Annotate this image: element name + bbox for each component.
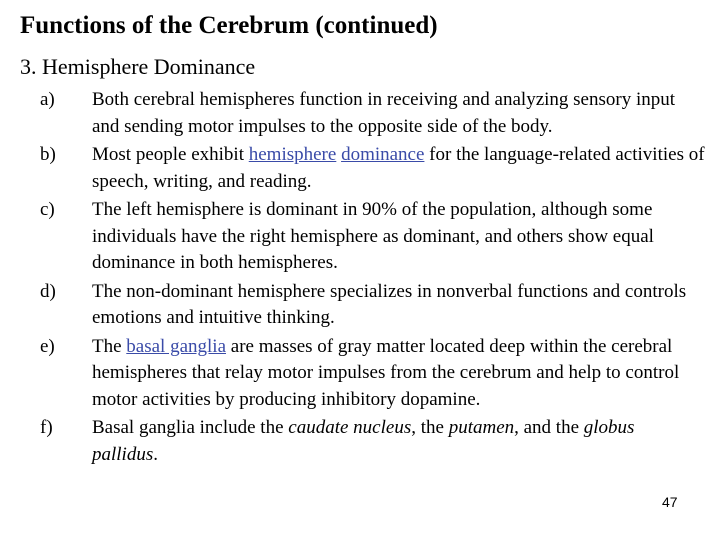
item-text: [92, 336, 679, 410]
text-segment: Both cerebral hemispheres function in receiving and analyzing sensory input and sending motor impulses to the opposite side of the body.: [92, 89, 676, 137]
item-list: [40, 87, 705, 470]
item-letter: e): [40, 335, 55, 357]
item-text: [92, 144, 705, 192]
item-text: [92, 281, 686, 329]
dominance-link[interactable]: dominance: [341, 144, 425, 165]
text-segment: Basal ganglia include the: [92, 417, 289, 438]
basal-ganglia-link[interactable]: basal ganglia: [126, 335, 227, 357]
text-segment: are masses of gray matter located deep within the cerebral hemispheres that relay motor impulses from the cerebrum and help to control motor activities by producing inhibitory dopamine.: [92, 335, 680, 410]
text-segment: The: [92, 335, 127, 357]
item-letter: b): [40, 144, 56, 165]
list-item: [40, 197, 705, 277]
item-letter: c): [40, 199, 55, 220]
item-text: [92, 199, 654, 273]
list-item: [40, 415, 705, 468]
list-item: [40, 87, 705, 140]
list-item: [40, 142, 705, 195]
list-item: [40, 279, 705, 332]
slide-title: Functions of the Cerebrum (continued): [20, 12, 438, 39]
text-segment: Most people exhibit: [92, 144, 249, 165]
text-segment: The non-dominant hemisphere specializes in nonverbal functions and controls emotions and intuitive thinking.: [92, 280, 687, 328]
caudate-nucleus-term: caudate nucleus: [288, 417, 412, 438]
text-segment: The left hemisphere is dominant in 90% of the population, although some individuals have the right hemisphere as dominant, and others show equal dominance in both hemispheres.: [92, 199, 654, 273]
list-item: [40, 334, 705, 414]
item-letter: d): [40, 280, 56, 302]
hemisphere-link[interactable]: hemisphere: [248, 144, 337, 165]
text-segment: .: [153, 443, 158, 465]
globus-pallidus-term: globus pallidus: [92, 417, 635, 465]
section-heading: 3. Hemisphere Dominance: [20, 54, 256, 79]
item-letter: a): [40, 89, 55, 110]
putamen-term: putamen: [448, 417, 515, 438]
item-text: [92, 417, 634, 465]
text-segment: , and the: [514, 417, 584, 438]
page-number: 47: [662, 494, 678, 510]
text-segment: , the: [411, 417, 449, 438]
text-segment: for the language-related activities of speech, writing, and reading.: [92, 144, 705, 192]
item-letter: f): [40, 417, 53, 438]
item-text: [92, 89, 675, 137]
